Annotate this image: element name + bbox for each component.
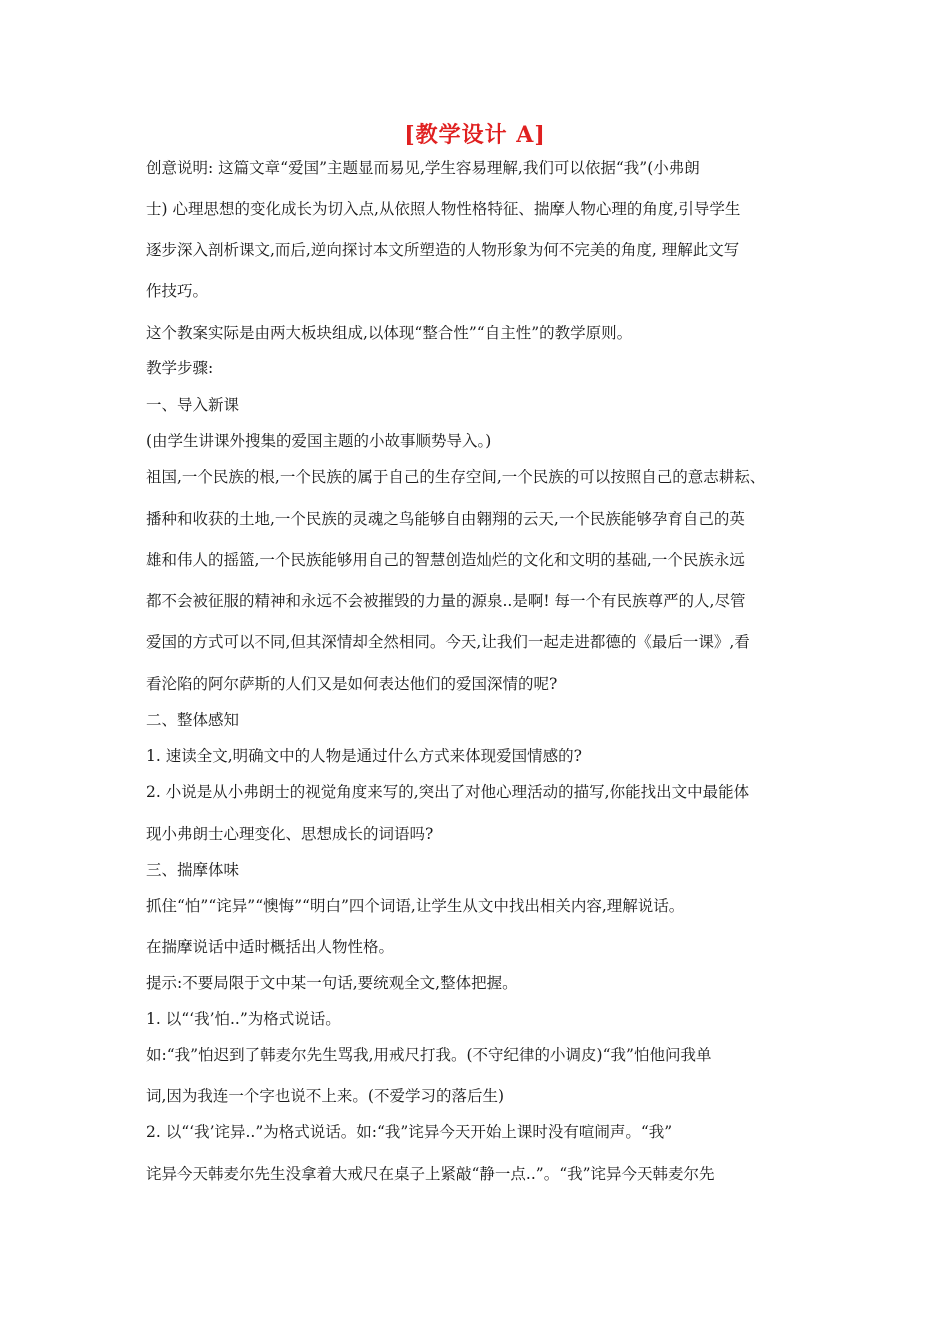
text-line: 播种和收获的土地,一个民族的灵魂之鸟能够自由翱翔的云天,一个民族能够孕育自己的英	[146, 510, 745, 528]
text-line: 逐步深入剖析课文,而后,逆向探讨本文所塑造的人物形象为何不完美的角度, 理解此文写	[146, 241, 740, 259]
text-line: 作技巧。	[146, 282, 209, 300]
text-line: 抓住“怕”“诧异”“懊悔”“明白”四个词语,让学生从文中找出相关内容,理解说话。	[146, 897, 685, 915]
text-line: 看沦陷的阿尔萨斯的人们又是如何表达他们的爱国深情的呢?	[146, 675, 558, 693]
text-line: 1. 速读全文,明确文中的人物是通过什么方式来体现爱国情感的?	[146, 747, 582, 765]
text-line: 祖国,一个民族的根,一个民族的属于自己的生存空间,一个民族的可以按照自己的意志耕耘、	[146, 468, 766, 486]
text-line: 都不会被征服的精神和永远不会被摧毁的力量的源泉..是啊! 每一个有民族尊严的人,尽管	[146, 592, 746, 610]
text-line: (由学生讲课外搜集的爱国主题的小故事顺势导入。)	[146, 432, 492, 450]
text-line: 如:“我”怕迟到了韩麦尔先生骂我,用戒尺打我。(不守纪律的小调皮)“我”怕他问我单	[146, 1046, 712, 1064]
text-line: 教学步骤:	[146, 359, 214, 377]
text-line: 士) 心理思想的变化成长为切入点,从依照人物性格特征、揣摩人物心理的角度,引导学生	[146, 200, 741, 218]
text-line: 词,因为我连一个字也说不上来。(不爱学习的落后生)	[146, 1087, 505, 1105]
document-title: [教学设计 A]	[404, 122, 546, 148]
text-line: 一、导入新课	[146, 396, 240, 414]
text-line: 创意说明: 这篇文章“爱国”主题显而易见,学生容易理解,我们可以依据“我”(小弗朗	[146, 159, 700, 177]
text-line: 爱国的方式可以不同,但其深情却全然相同。今天,让我们一起走进都德的《最后一课》,看	[146, 633, 750, 651]
text-line: 诧异今天韩麦尔先生没拿着大戒尺在桌子上紧敲“静一点..”。“我”诧异今天韩麦尔先	[146, 1165, 715, 1183]
text-line: 提示:不要局限于文中某一句话,要统观全文,整体把握。	[146, 974, 518, 992]
text-line: 这个教案实际是由两大板块组成,以体现“整合性”“自主性”的教学原则。	[146, 324, 633, 342]
text-line: 雄和伟人的摇篮,一个民族能够用自己的智慧创造灿烂的文化和文明的基础,一个民族永远	[146, 551, 745, 569]
text-line: 三、揣摩体味	[146, 861, 240, 879]
text-line: 1. 以“‘我’怕..”为格式说话。	[146, 1010, 341, 1028]
text-line: 现小弗朗士心理变化、思想成长的词语吗?	[146, 825, 434, 843]
text-line: 2. 以“‘我’诧异..”为格式说话。如:“我”诧异今天开始上课时没有喧闹声。“我”	[146, 1123, 673, 1141]
text-line: 2. 小说是从小弗朗士的视觉角度来写的,突出了对他心理活动的描写,你能找出文中最能体	[146, 783, 750, 801]
text-line: 二、整体感知	[146, 711, 240, 729]
text-line: 在揣摩说话中适时概括出人物性格。	[146, 938, 395, 956]
